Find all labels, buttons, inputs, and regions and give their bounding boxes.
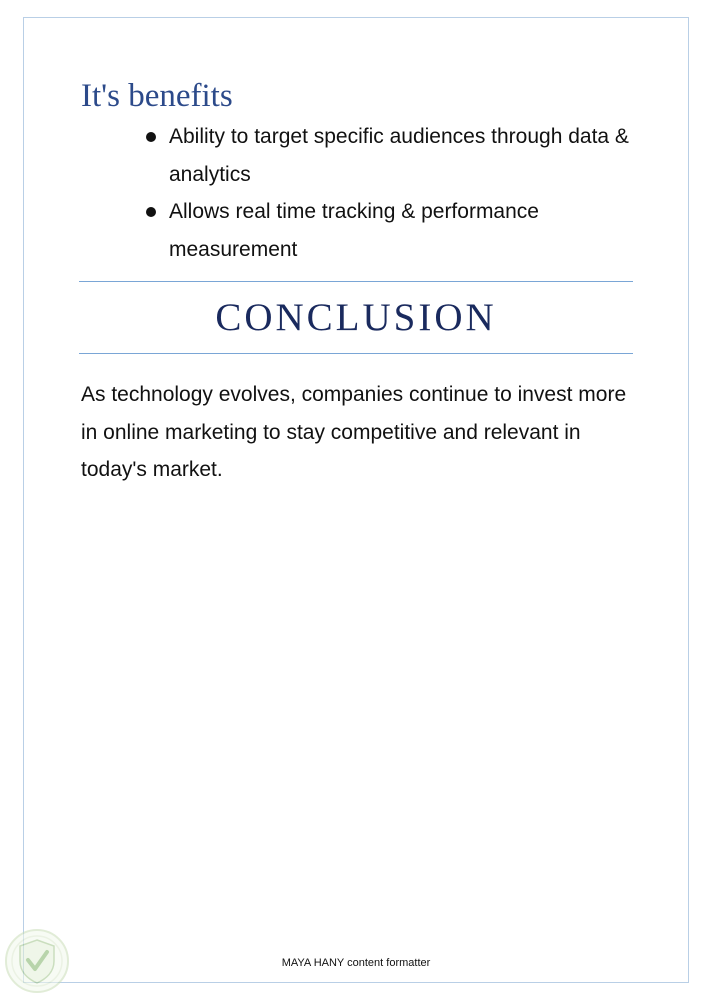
list-item — [143, 118, 643, 193]
bullet-icon — [146, 207, 156, 217]
footer-credit: MAYA HANY content formatter — [281, 957, 431, 969]
conclusion-paragraph: As technology evolves, companies continue to invest more in online marketing to stay competitive and relevant in today's market. — [81, 383, 627, 481]
divider-bottom — [79, 353, 633, 354]
benefit-text: Ability to target specific audiences through data & analytics — [169, 125, 629, 186]
conclusion-title: CONCLUSION — [215, 296, 497, 339]
benefit-text: Allows real time tracking & performance measurement — [169, 200, 539, 261]
list-item — [143, 193, 643, 268]
benefits-list — [143, 118, 643, 268]
bullet-icon — [146, 132, 156, 142]
divider-top — [79, 281, 633, 282]
benefits-heading: It's benefits — [81, 78, 233, 114]
